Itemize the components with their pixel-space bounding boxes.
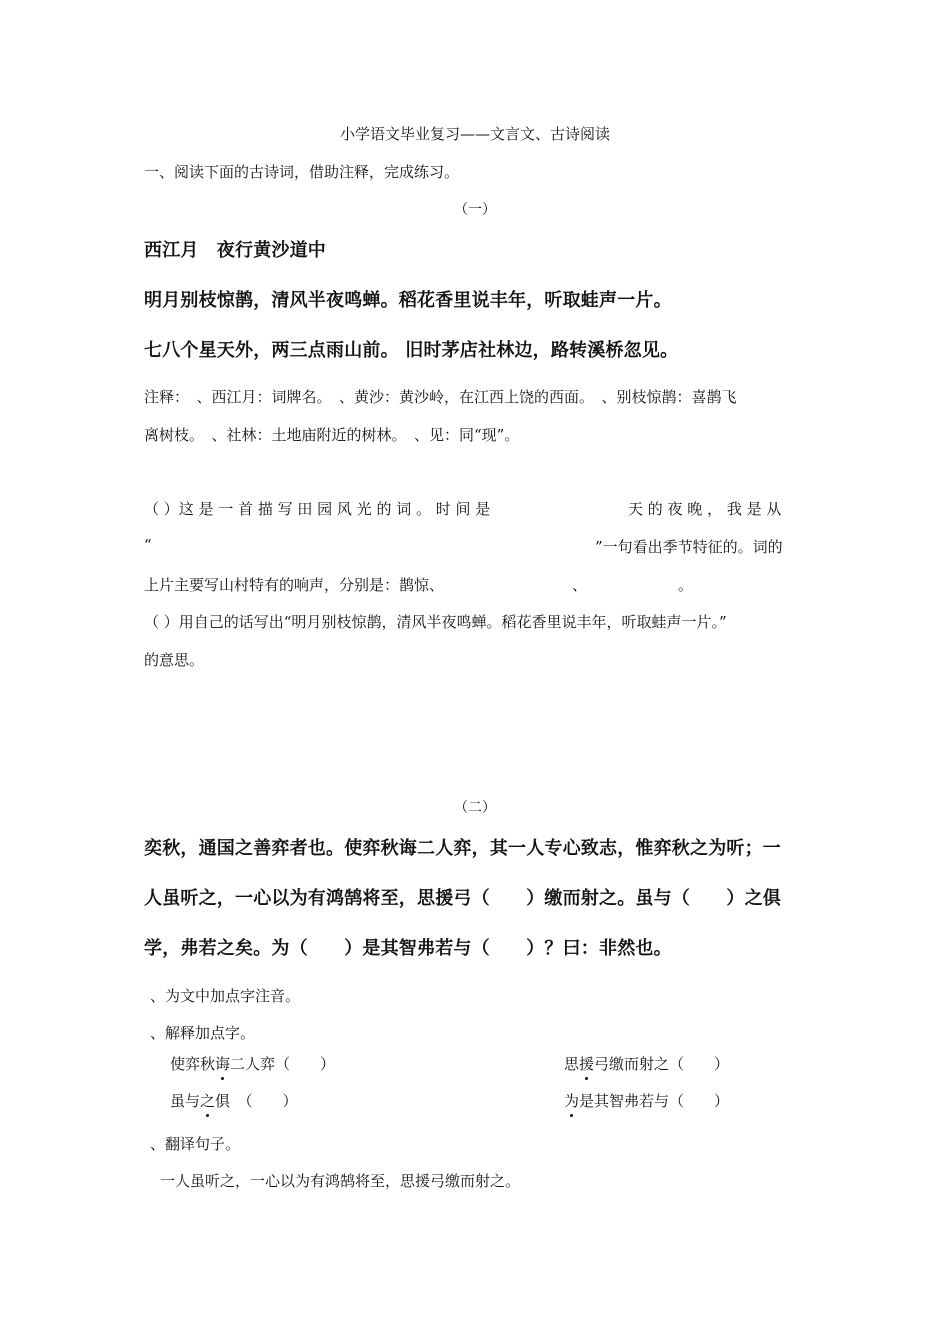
question-1-d3: 。 xyxy=(678,576,694,594)
item-2-dotted-char: 援 xyxy=(579,1055,595,1073)
text-line-2: 人虽听之，一心以为有鸿鹄将至，思援弓（ ）缴而射之。虽与（ ）之俱 xyxy=(144,888,781,909)
explain-item-4 xyxy=(564,1090,729,1111)
question-1-d2: 、 xyxy=(572,576,588,594)
question-2-line-2: 的意思。 xyxy=(144,651,205,669)
page-title: 小学语文毕业复习——文言文、古诗阅读 xyxy=(339,125,610,143)
question-2-line-1: （ ）用自己的话写出“明月别枝惊鹊，清风半夜鸣蝉。稻花香里说丰年，听取蛙声一片。” xyxy=(144,613,727,631)
translate-sentence: 一人虽听之，一心以为有鸿鹄将至，思援弓缴而射之。 xyxy=(160,1172,521,1190)
item-4-dotted-char: 为 xyxy=(564,1092,580,1110)
item-3-post: 俱 （ ） xyxy=(215,1092,298,1110)
question-1-b: 天 的 夜 晚 ， 我 是 从 xyxy=(628,500,782,518)
poem-line-2: 七八个星天外，两三点雨山前。 旧时茅店社林边，路转溪桥忽见。 xyxy=(144,340,679,361)
task-2: 、解释加点字。 xyxy=(150,1024,256,1042)
part-label-2: （二） xyxy=(454,800,496,816)
question-1-c: ”一句看出季节特征的。词的 xyxy=(595,538,783,556)
text-line-3: 学，弗若之矣。为（ ）是其智弗若与（ ）？曰：非然也。 xyxy=(144,938,672,959)
notes-line-2: 离树枝。 、社林：土地庙附近的树林。 、见：同“现”。 xyxy=(144,426,520,444)
poem-line-1: 明月别枝惊鹊，清风半夜鸣蝉。稻花香里说丰年，听取蛙声一片。 xyxy=(144,290,672,311)
task-3: 、翻译句子。 xyxy=(150,1135,241,1153)
part-label-1: （一） xyxy=(454,202,496,218)
explain-item-2 xyxy=(564,1053,729,1074)
notes-line-1: 注释： 、西江月：词牌名。 、黄沙：黄沙岭，在江西上饶的西面。 、别枝惊鹊：喜鹊飞 xyxy=(144,388,737,406)
item-3-pre: 虽与 xyxy=(170,1092,201,1110)
item-4-post: 是其智弗若与（ ） xyxy=(579,1092,730,1110)
text-line-1: 奕秋，通国之善弈者也。使弈秋诲二人弈，其一人专心致志，惟弈秋之为听；一 xyxy=(144,838,781,859)
question-1-a: （ ）这 是 一 首 描 写 田 园 风 光 的 词 。 时 间 是 xyxy=(144,500,491,518)
item-3-dotted-char: 之 xyxy=(200,1092,216,1110)
question-1-quote: “ xyxy=(144,536,152,554)
item-1-dotted-char: 诲 xyxy=(215,1055,231,1073)
item-1-pre: 使弈秋 xyxy=(170,1055,216,1073)
section-heading: 一、阅读下面的古诗词，借助注释，完成练习。 xyxy=(144,163,460,181)
task-1: 、为文中加点字注音。 xyxy=(150,987,301,1005)
explain-item-1 xyxy=(170,1053,335,1074)
question-1-d1: 上片主要写山村特有的响声，分别是：鹊惊、 xyxy=(144,576,445,594)
item-1-post: 二人弈（ ） xyxy=(230,1055,336,1073)
explain-item-3 xyxy=(170,1090,298,1111)
poem-title: 西江月 夜行黄沙道中 xyxy=(144,240,326,261)
item-2-post: 弓缴而射之（ ） xyxy=(594,1055,730,1073)
item-2-pre: 思 xyxy=(564,1055,580,1073)
